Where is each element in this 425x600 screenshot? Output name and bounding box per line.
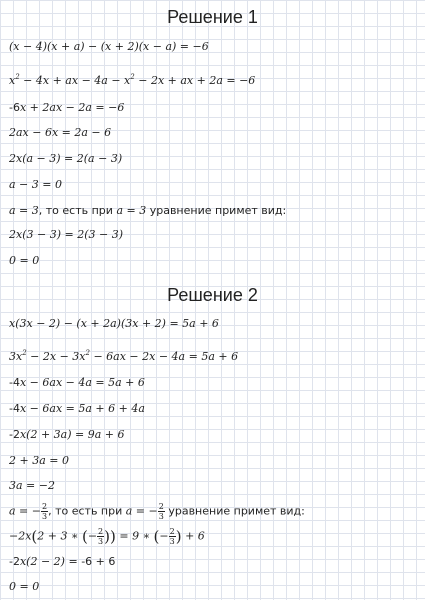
solution-2-line-2: $3x^2 - 2x - 3x^2 - 6ax - 2x - 4a = 5a + 6$ bbox=[9, 349, 239, 363]
fraction: $\frac{2}{3}$ bbox=[98, 527, 104, 546]
solution-1-line-3: -6x + 2ax − 2a = −6 bbox=[9, 101, 125, 114]
text-to-est-pri: , то есть при bbox=[38, 204, 117, 217]
solution-2-line-7: 3a = −2 bbox=[9, 479, 55, 492]
solution-1-line-4: 2ax − 6x = 2a − 6 bbox=[9, 126, 112, 139]
solution-2-line-6: 2 + 3a = 0 bbox=[9, 454, 69, 467]
solution-1-line-2: $x^2 - 4x$ + ax − $4a - x^2 - 2x$ + ax + 2a = −6 bbox=[9, 73, 256, 87]
solution-1-line-9: 0 = 0 bbox=[9, 254, 40, 267]
text-to-est-pri: , то есть при bbox=[48, 504, 126, 518]
solution-2-line-3: -4x − 6ax − 4a = 5a + 6 bbox=[9, 376, 145, 389]
solution-1-title: Решение 1 bbox=[167, 7, 258, 27]
fraction: $\frac{2}{3}$ bbox=[158, 502, 164, 521]
solution-2-line-10: -2x(2 − 2) = -6 + 6 bbox=[9, 555, 116, 568]
text-uravnenie: уравнение примет вид: bbox=[146, 204, 287, 217]
solution-2-title: Решение 2 bbox=[167, 285, 258, 305]
solution-2-line-11: 0 = 0 bbox=[9, 580, 40, 593]
solution-1-line-5: 2x(a − 3) = 2(a − 3) bbox=[9, 152, 123, 165]
fraction: $\frac{2}{3}$ bbox=[169, 527, 175, 546]
text-uravnenie: уравнение примет вид: bbox=[164, 504, 305, 518]
solution-1-line-8: 2x(3 − 3) = 2(3 − 3) bbox=[9, 228, 123, 241]
solution-2-line-1: x(3x − 2) − (x + 2a)(3x + 2) = 5a + 6 bbox=[9, 317, 219, 330]
solution-2-line-8: a = − $\frac{2}{3}$ , то есть при a = − $\frac{2}{3}$ уравнение примет вид: bbox=[9, 502, 305, 521]
solution-2-line-9: −2x(2 + 3 ∗ (− $\frac{2}{3}$ )) = 9 ∗ (− $\frac{2}{3}$ ) + 6 bbox=[9, 527, 205, 546]
solution-1-line-1: (x − 4)(x + a) − (x + 2)(x − a) = −6 bbox=[9, 40, 209, 53]
fraction: $\frac{2}{3}$ bbox=[42, 502, 48, 521]
solution-1-line-6: a − 3 = 0 bbox=[9, 178, 62, 191]
solution-2-line-4: -4x − 6ax = 5a + 6 + 4a bbox=[9, 402, 145, 415]
solution-2-line-5: -2x(2 + 3a) = 9a + 6 bbox=[9, 428, 125, 441]
solution-1-line-7: a = 3, то есть при a = 3 уравнение примет вид: bbox=[9, 204, 287, 217]
